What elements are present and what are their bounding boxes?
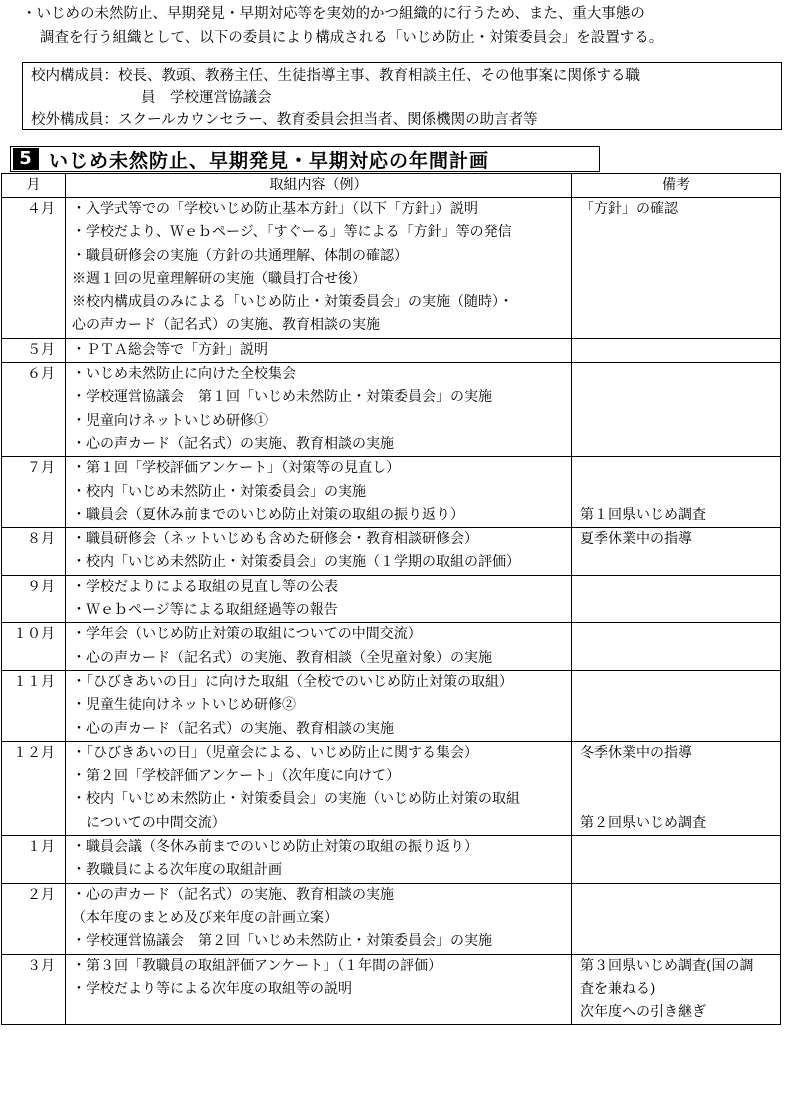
notes-cell	[572, 575, 781, 623]
note-item	[580, 457, 774, 480]
table-body	[2, 198, 781, 1025]
table-row	[2, 198, 781, 339]
content-cell	[66, 741, 572, 835]
notes-cell	[572, 670, 781, 741]
content-cell	[66, 954, 572, 1025]
notes-cell	[572, 741, 781, 835]
month-cell: １１月	[2, 670, 66, 741]
notes-cell	[572, 198, 781, 339]
notes-cell	[572, 457, 781, 528]
content-cell	[66, 198, 572, 339]
plan-item: ・第３回「教職員の取組評価アンケート」（１年間の評価）	[72, 957, 443, 974]
plan-item: ・職員研修会（ネットいじめも含めた研修会・教育相談研修会）	[72, 531, 478, 548]
intro-line-1: ・いじめの未然防止、早期発見・早期対応等を実効的かつ組織的に行うため、また、重大事態の	[22, 6, 645, 22]
plan-item: ・心の声カード（記名式）の実施、教育相談（全児童対象）の実施	[72, 649, 492, 666]
plan-item: ・ＰＴＡ総会等で「方針」説明	[72, 341, 268, 358]
table-row	[2, 836, 781, 884]
plan-item: ・学校だより、Ｗｅｂページ、「すぐーる」等による「方針」等の発信	[72, 224, 512, 241]
plan-item: ※校内構成員のみによる「いじめ防止・対策委員会」の実施（随時）・	[72, 294, 513, 311]
table-row	[2, 741, 781, 835]
external-members: 校外構成員：スクールカウンセラー、教育委員会担当者、関係機関の助言者等	[31, 112, 538, 128]
section-heading	[10, 146, 600, 172]
content-cell	[66, 528, 572, 576]
note-item: 第１回県いじめ調査	[580, 506, 706, 523]
month-cell: ９月	[2, 575, 66, 623]
members-box	[22, 62, 782, 130]
notes-cell	[572, 883, 781, 954]
note-item	[580, 788, 774, 811]
plan-item: ・心の声カード（記名式）の実施、教育相談の実施	[72, 720, 394, 737]
table-header-row	[2, 174, 781, 198]
plan-item: ・第１回「学校評価アンケート」（対策等の見直し）	[72, 460, 401, 477]
table-row	[2, 954, 781, 1025]
plan-item: についての中間交流）	[72, 814, 226, 831]
notes-cell	[572, 363, 781, 457]
notes-cell	[572, 623, 781, 671]
header-content: 取組内容（例）	[66, 174, 572, 198]
table-row	[2, 670, 781, 741]
table-row	[2, 528, 781, 576]
table-row	[2, 457, 781, 528]
content-cell	[66, 363, 572, 457]
note-item	[580, 481, 774, 504]
plan-item: ・いじめ未然防止に向けた全校集会	[72, 366, 296, 383]
content-cell	[66, 670, 572, 741]
content-cell	[66, 883, 572, 954]
month-cell: ６月	[2, 363, 66, 457]
plan-item: ・職員会（夏休み前までのいじめ防止対策の取組の振り返り）	[72, 506, 464, 523]
month-cell: １０月	[2, 623, 66, 671]
plan-item: ・校内「いじめ未然防止・対策委員会」の実施	[72, 483, 366, 500]
intro-paragraph	[22, 2, 782, 50]
note-item: 夏季休業中の指導	[580, 531, 692, 548]
note-item: 第２回県いじめ調査	[580, 814, 706, 831]
month-cell: ７月	[2, 457, 66, 528]
plan-item: ・学年会（いじめ防止対策の取組についての中間交流）	[72, 626, 422, 643]
month-cell: ４月	[2, 198, 66, 339]
internal-members-line-1: 校内構成員：校長、教頭、教務主任、生徒指導主事、教育相談主任、その他事案に関係する職	[31, 68, 640, 84]
table-row	[2, 363, 781, 457]
note-item: 「方針」の確認	[580, 201, 678, 217]
annual-plan-table	[1, 173, 781, 1025]
notes-cell	[572, 528, 781, 576]
plan-item: ・心の声カード（記名式）の実施、教育相談の実施	[72, 886, 394, 903]
plan-item: ・学校だより等による次年度の取組等の説明	[72, 980, 352, 997]
table-row	[2, 623, 781, 671]
plan-item: ・心の声カード（記名式）の実施、教育相談の実施	[72, 435, 394, 452]
note-item: 査を兼ねる)	[580, 980, 656, 997]
plan-item: ・校内「いじめ未然防止・対策委員会」の実施（いじめ防止対策の取組	[72, 791, 520, 808]
plan-item: ・学校だよりによる取組の見直し等の公表	[72, 578, 338, 595]
plan-item: ・児童生徒向けネットいじめ研修②	[72, 697, 296, 714]
month-cell: ５月	[2, 338, 66, 362]
notes-cell	[572, 954, 781, 1025]
section-number: 5	[13, 148, 39, 170]
plan-item: ・Ｗｅｂページ等による取組経過等の報告	[72, 602, 338, 619]
month-cell: ３月	[2, 954, 66, 1025]
header-month: 月	[2, 174, 66, 198]
content-cell	[66, 575, 572, 623]
plan-item: ・学校運営協議会 第２回「いじめ未然防止・対策委員会」の実施	[72, 933, 492, 950]
note-item	[580, 765, 774, 788]
plan-item: ・職員会議（冬休み前までのいじめ防止対策の取組の振り返り）	[72, 839, 478, 856]
content-cell	[66, 623, 572, 671]
notes-cell	[572, 836, 781, 884]
note-item: 次年度への引き継ぎ	[580, 1004, 706, 1021]
note-item: 冬季休業中の指導	[580, 744, 692, 761]
month-cell: １２月	[2, 741, 66, 835]
month-cell: ８月	[2, 528, 66, 576]
month-cell: ２月	[2, 883, 66, 954]
table-row	[2, 575, 781, 623]
plan-item: ・「ひびきあいの日」（児童会による、いじめ防止に関する集会）	[72, 744, 478, 761]
plan-item: ・「ひびきあいの日」に向けた取組（全校でのいじめ防止対策の取組）	[72, 673, 513, 690]
intro-line-2: 調査を行う組織として、以下の委員により構成される「いじめ防止・対策委員会」を設置する。	[40, 30, 664, 46]
plan-item: ・校内「いじめ未然防止・対策委員会」の実施（１学期の取組の評価）	[72, 554, 520, 571]
content-cell	[66, 338, 572, 362]
plan-item: ・児童向けネットいじめ研修①	[72, 412, 268, 429]
note-item: 第３回県いじめ調査(国の調	[580, 957, 754, 974]
content-cell	[66, 457, 572, 528]
plan-item: ・学校運営協議会 第１回「いじめ未然防止・対策委員会」の実施	[72, 389, 492, 406]
plan-item: ・第２回「学校評価アンケート」（次年度に向けて）	[72, 768, 401, 785]
plan-item: ・教職員による次年度の取組計画	[72, 862, 282, 879]
plan-item: ・入学式等での「学校いじめ防止基本方針」（以下「方針」）説明	[72, 201, 478, 217]
table-row	[2, 338, 781, 362]
content-cell	[66, 836, 572, 884]
header-notes: 備考	[572, 174, 781, 198]
table-row	[2, 883, 781, 954]
plan-item: 心の声カード（記名式）の実施、教育相談の実施	[72, 317, 380, 334]
plan-item: ※週１回の児童理解研の実施（職員打合せ後）	[72, 270, 366, 287]
plan-item: ・職員研修会の実施（方針の共通理解、体制の確認）	[72, 247, 408, 264]
internal-members-line-2: 員 学校運営協議会	[141, 90, 272, 106]
notes-cell	[572, 338, 781, 362]
plan-item: （本年度のまとめ及び来年度の計画立案）	[72, 909, 338, 926]
section-title: いじめ未然防止、早期発見・早期対応の年間計画	[49, 149, 490, 172]
month-cell: １月	[2, 836, 66, 884]
